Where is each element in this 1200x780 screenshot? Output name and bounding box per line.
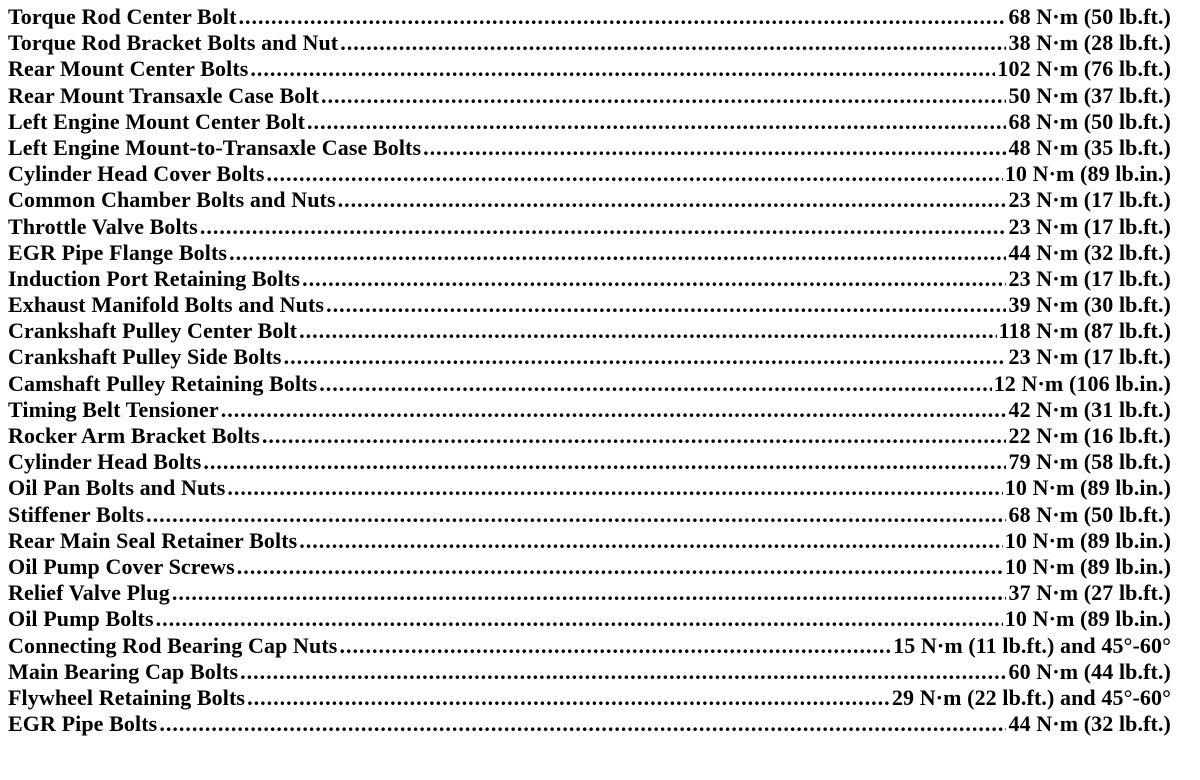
spec-row xyxy=(8,502,1171,528)
spec-item-label: Flywheel Retaining Bolts xyxy=(8,684,246,710)
spec-row xyxy=(8,240,1171,266)
spec-item-label: Common Chamber Bolts and Nuts xyxy=(8,187,336,213)
dot-leader xyxy=(321,83,1006,109)
spec-item-label: Torque Rod Bracket Bolts and Nut xyxy=(8,30,339,56)
spec-row xyxy=(8,266,1171,292)
spec-row xyxy=(8,528,1171,554)
spec-item-label: Rear Main Seal Retainer Bolts xyxy=(8,527,298,553)
dot-leader xyxy=(284,344,1007,370)
spec-item-label: Cylinder Head Cover Bolts xyxy=(8,161,265,187)
spec-torque-value: 23 N·m (17 lb.ft.) xyxy=(1008,213,1171,239)
spec-row xyxy=(8,214,1171,240)
spec-item-label: Oil Pan Bolts and Nuts xyxy=(8,475,226,501)
dot-leader xyxy=(156,606,1003,632)
spec-item-label: Cylinder Head Bolts xyxy=(8,449,202,475)
spec-item-label: Oil Pump Bolts xyxy=(8,606,154,632)
spec-row xyxy=(8,371,1171,397)
spec-item-label: Camshaft Pulley Retaining Bolts xyxy=(8,370,318,396)
dot-leader xyxy=(200,214,1007,240)
spec-torque-value: 60 N·m (44 lb.ft.) xyxy=(1008,658,1171,684)
dot-leader xyxy=(227,475,1002,501)
spec-torque-value: 23 N·m (17 lb.ft.) xyxy=(1008,265,1171,291)
spec-item-label: EGR Pipe Bolts xyxy=(8,711,158,737)
spec-torque-value: 23 N·m (17 lb.ft.) xyxy=(1008,344,1171,370)
spec-torque-value: 79 N·m (58 lb.ft.) xyxy=(1008,449,1171,475)
spec-row xyxy=(8,423,1171,449)
spec-item-label: Rear Mount Transaxle Case Bolt xyxy=(8,82,319,108)
spec-torque-value: 37 N·m (27 lb.ft.) xyxy=(1008,580,1171,606)
spec-torque-value: 10 N·m (89 lb.in.) xyxy=(1004,553,1171,579)
spec-torque-value: 42 N·m (31 lb.ft.) xyxy=(1008,396,1171,422)
spec-torque-value: 68 N·m (50 lb.ft.) xyxy=(1008,108,1171,134)
spec-torque-value: 38 N·m (28 lb.ft.) xyxy=(1008,30,1171,56)
spec-torque-value: 10 N·m (89 lb.in.) xyxy=(1004,161,1171,187)
dot-leader xyxy=(172,580,1007,606)
spec-row xyxy=(8,344,1171,370)
spec-torque-value: 118 N·m (87 lb.ft.) xyxy=(998,318,1171,344)
spec-torque-value: 10 N·m (89 lb.in.) xyxy=(1004,475,1171,501)
spec-torque-value: 10 N·m (89 lb.in.) xyxy=(1004,527,1171,553)
spec-row xyxy=(8,109,1171,135)
spec-row xyxy=(8,659,1171,685)
spec-torque-value: 68 N·m (50 lb.ft.) xyxy=(1008,501,1171,527)
dot-leader xyxy=(229,240,1006,266)
spec-item-label: EGR Pipe Flange Bolts xyxy=(8,239,228,265)
spec-item-label: Crankshaft Pulley Center Bolt xyxy=(8,318,298,344)
spec-row xyxy=(8,318,1171,344)
spec-row xyxy=(8,633,1171,659)
spec-row xyxy=(8,161,1171,187)
spec-torque-value: 102 N·m (76 lb.ft.) xyxy=(997,56,1171,82)
dot-leader xyxy=(302,266,1006,292)
spec-item-label: Stiffener Bolts xyxy=(8,501,145,527)
spec-item-label: Exhaust Manifold Bolts and Nuts xyxy=(8,292,325,318)
dot-leader xyxy=(203,449,1006,475)
spec-torque-value: 68 N·m (50 lb.ft.) xyxy=(1008,4,1171,29)
spec-row xyxy=(8,685,1171,711)
spec-item-label: Throttle Valve Bolts xyxy=(8,213,198,239)
spec-item-label: Connecting Rod Bearing Cap Nuts xyxy=(8,632,338,658)
spec-row xyxy=(8,187,1171,213)
spec-row xyxy=(8,56,1171,82)
spec-torque-value: 48 N·m (35 lb.ft.) xyxy=(1008,134,1171,160)
spec-torque-value: 12 N·m (106 lb.in.) xyxy=(993,370,1171,396)
spec-row xyxy=(8,606,1171,632)
spec-item-label: Rear Mount Center Bolts xyxy=(8,56,249,82)
spec-item-label: Timing Belt Tensioner xyxy=(8,396,219,422)
spec-torque-value: 44 N·m (32 lb.ft.) xyxy=(1008,239,1171,265)
spec-torque-value: 15 N·m (11 lb.ft.) and 45°-60° xyxy=(893,632,1171,658)
dot-leader xyxy=(319,371,991,397)
dot-leader xyxy=(239,4,1007,30)
spec-torque-value: 23 N·m (17 lb.ft.) xyxy=(1008,187,1171,213)
dot-leader xyxy=(146,502,1006,528)
spec-row xyxy=(8,83,1171,109)
dot-leader xyxy=(339,633,891,659)
dot-leader xyxy=(299,318,997,344)
spec-torque-value: 22 N·m (16 lb.ft.) xyxy=(1008,423,1171,448)
spec-row xyxy=(8,449,1171,475)
spec-row xyxy=(8,554,1171,580)
spec-torque-value: 10 N·m (89 lb.in.) xyxy=(1004,606,1171,632)
spec-item-label: Main Bearing Cap Bolts xyxy=(8,658,239,684)
spec-row xyxy=(8,4,1171,30)
dot-leader xyxy=(159,711,1006,737)
dot-leader xyxy=(237,554,1003,580)
dot-leader xyxy=(267,161,1003,187)
dot-leader xyxy=(307,109,1006,135)
dot-leader xyxy=(250,56,995,82)
dot-leader xyxy=(340,30,1006,56)
spec-item-label: Left Engine Mount Center Bolt xyxy=(8,108,306,134)
spec-item-label: Rocker Arm Bracket Bolts xyxy=(8,423,260,448)
spec-item-label: Crankshaft Pulley Side Bolts xyxy=(8,344,282,370)
spec-row xyxy=(8,580,1171,606)
spec-row xyxy=(8,292,1171,318)
spec-torque-value: 44 N·m (32 lb.ft.) xyxy=(1008,711,1171,737)
spec-torque-value: 50 N·m (37 lb.ft.) xyxy=(1008,82,1171,108)
spec-item-label: Oil Pump Cover Screws xyxy=(8,553,235,579)
dot-leader xyxy=(262,423,1007,449)
spec-row xyxy=(8,475,1171,501)
dot-leader xyxy=(240,659,1006,685)
dot-leader xyxy=(299,528,1003,554)
dot-leader xyxy=(326,292,1006,318)
dot-leader xyxy=(423,135,1006,161)
spec-item-label: Left Engine Mount-to-Transaxle Case Bolts xyxy=(8,134,422,160)
spec-row xyxy=(8,30,1171,56)
spec-item-label: Torque Rod Center Bolt xyxy=(8,4,237,29)
spec-row xyxy=(8,711,1171,737)
spec-row xyxy=(8,135,1171,161)
dot-leader xyxy=(247,685,890,711)
spec-torque-value: 29 N·m (22 lb.ft.) and 45°-60° xyxy=(891,684,1171,710)
spec-torque-value: 39 N·m (30 lb.ft.) xyxy=(1008,292,1171,318)
spec-item-label: Induction Port Retaining Bolts xyxy=(8,265,301,291)
dot-leader xyxy=(221,397,1007,423)
spec-item-label: Relief Valve Plug xyxy=(8,580,170,606)
dot-leader xyxy=(338,187,1007,213)
spec-row xyxy=(8,397,1171,423)
torque-spec-list xyxy=(8,4,1171,737)
